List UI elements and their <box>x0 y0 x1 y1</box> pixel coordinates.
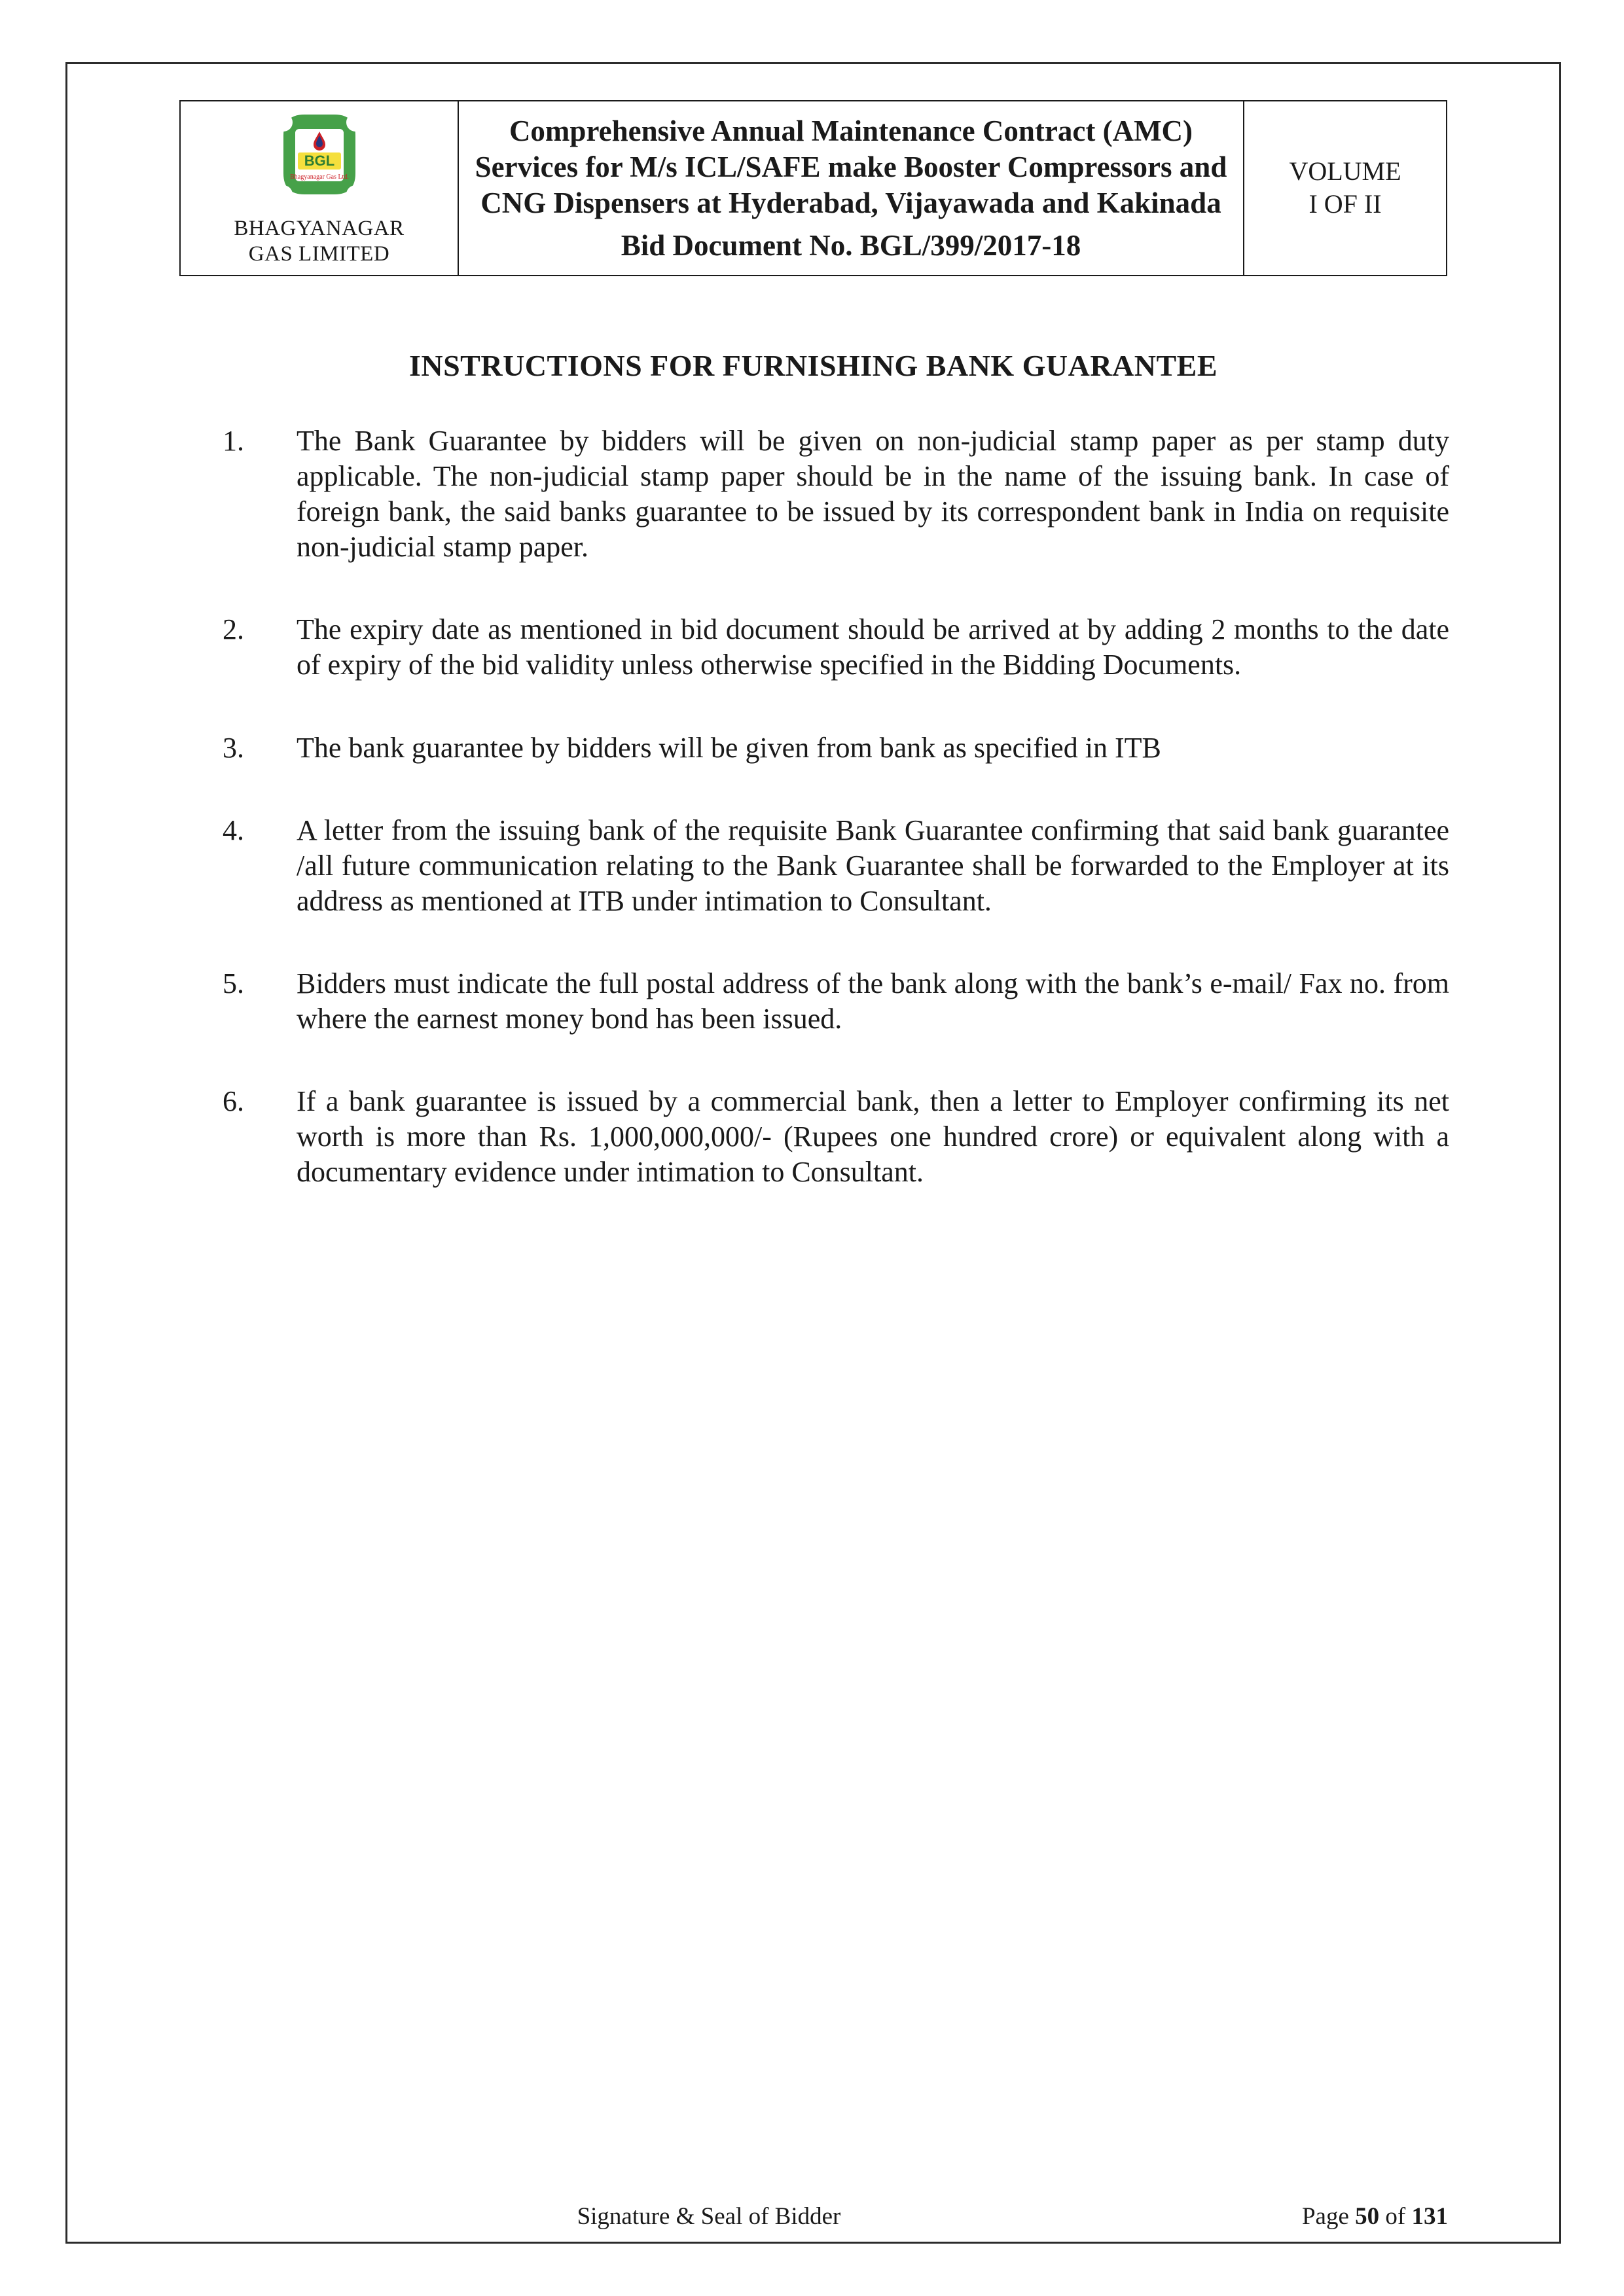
item-number: 5. <box>223 967 244 999</box>
item-number: 3. <box>223 731 244 764</box>
signature-seal-label: Signature & Seal of Bidder <box>577 2203 841 2230</box>
item-number: 1. <box>223 424 244 457</box>
page-total: 131 <box>1411 2203 1448 2230</box>
item-text: The expiry date as mentioned in bid document should be arrived at by adding 2 months to the date of expiry of the bid validity unless otherwise specified in the Bidding Documents. <box>297 613 1449 681</box>
volume-line2: I OF II <box>1308 189 1382 219</box>
volume-cell <box>1244 101 1447 276</box>
item-number: 2. <box>223 613 244 646</box>
page-number-indicator <box>1302 2202 1448 2231</box>
list-item <box>223 423 1449 565</box>
item-text: If a bank guarantee is issued by a commercial bank, then a letter to Employer confirming its net worth is more than Rs. 1,000,000,000/- (Rupees one hundred crore) or equivalent along with a documentary evidence under intimation to Consultant. <box>297 1085 1449 1189</box>
page-of-label: of <box>1379 2203 1412 2230</box>
header-table <box>179 100 1447 276</box>
logo-cell <box>180 101 458 276</box>
page-current: 50 <box>1355 2203 1380 2230</box>
document-title: Comprehensive Annual Maintenance Contract (AMC) Services for M/s ICL/SAFE make Booster Compressors and CNG Dispensers at Hyderabad, Vijayawada and Kakinada <box>475 115 1227 219</box>
org-name-line2: GAS LIMITED <box>248 242 390 266</box>
item-text: Bidders must indicate the full postal address of the bank along with the bank’s e-mail/ Fax no. from where the earnest money bond has been issued. <box>297 967 1449 1035</box>
instruction-list <box>67 423 1559 1191</box>
item-text: A letter from the issuing bank of the requisite Bank Guarantee confirming that said bank guarantee /all future communication relating to the Bank Guarantee shall be forwarded to the Employer at its address as mentioned at ITB under intimation to Consultant. <box>297 814 1449 917</box>
list-item <box>223 612 1449 683</box>
org-name-line1: BHAGYANAGAR <box>234 217 405 240</box>
bid-document-number: Bid Document No. BGL/399/2017-18 <box>621 228 1081 262</box>
page-label: Page <box>1301 2203 1356 2230</box>
volume-line1: VOLUME <box>1289 156 1401 187</box>
list-item <box>223 813 1449 919</box>
svg-text:BGL: BGL <box>304 152 334 169</box>
item-number: 4. <box>223 814 244 846</box>
list-item <box>223 1084 1449 1190</box>
company-logo-icon <box>270 109 369 211</box>
title-cell <box>458 101 1244 276</box>
section-heading: INSTRUCTIONS FOR FURNISHING BANK GUARANTEE <box>408 348 1218 382</box>
list-item <box>223 966 1449 1037</box>
list-item <box>223 730 1449 766</box>
item-text: The Bank Guarantee by bidders will be given on non-judicial stamp paper as per stamp duty applicable. The non-judicial stamp paper should be in the name of the issuing bank. In case of foreign bank, the said banks guarantee to be issued by its correspondent bank in India on requisite non-judicial stamp paper. <box>297 424 1449 564</box>
svg-text:Bhagyanagar Gas Ltd.: Bhagyanagar Gas Ltd. <box>289 173 349 181</box>
item-text: The bank guarantee by bidders will be given from bank as specified in ITB <box>297 731 1161 764</box>
page-border-frame <box>65 62 1561 2244</box>
page-footer <box>67 2202 1559 2235</box>
item-number: 6. <box>223 1085 244 1118</box>
